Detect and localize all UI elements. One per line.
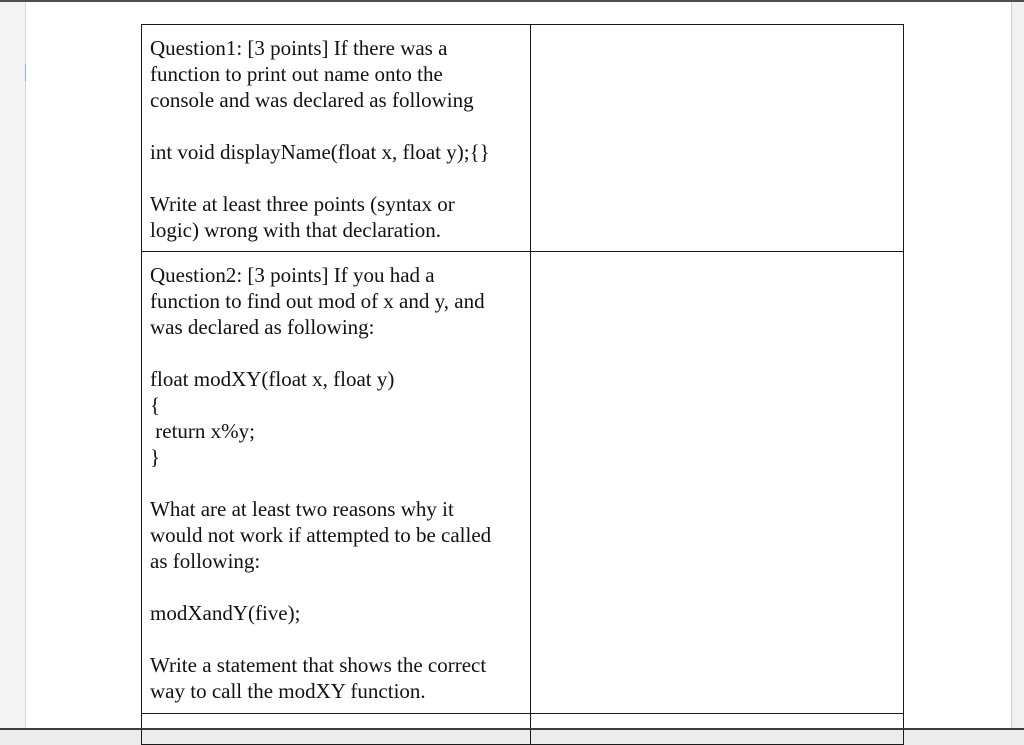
question-2-reasons-line: What are at least two reasons why it bbox=[150, 497, 454, 521]
question-2-prompt-line: was declared as following: bbox=[150, 315, 375, 339]
question-2-call-example: modXandY(five); bbox=[150, 601, 301, 625]
question-1-prompt-line: function to print out name onto the bbox=[150, 62, 443, 86]
answer-1-cell[interactable] bbox=[531, 25, 904, 252]
question-2-prompt-line: Question2: [3 points] If you had a bbox=[150, 263, 435, 287]
question-1-task-line: Write at least three points (syntax or bbox=[150, 192, 455, 216]
question-2-task-line: way to call the modXY function. bbox=[150, 679, 426, 703]
answer-2-cell[interactable] bbox=[531, 252, 904, 714]
table-row bbox=[142, 252, 904, 714]
question-2-code-line: float modXY(float x, float y) bbox=[150, 367, 395, 391]
left-gutter bbox=[0, 2, 26, 730]
question-2-task-line: Write a statement that shows the correct bbox=[150, 653, 487, 677]
question-2-code-line: return x%y; bbox=[150, 419, 255, 443]
question-2-prompt-line: function to find out mod of x and y, and bbox=[150, 289, 485, 313]
question-1-prompt-line: console and was declared as following bbox=[150, 88, 474, 112]
question-table bbox=[141, 24, 904, 745]
question-2-reasons-line: would not work if attempted to be called bbox=[150, 523, 492, 547]
question-2-cell bbox=[142, 252, 531, 714]
question-1-cell bbox=[142, 25, 531, 252]
question-1-task-line: logic) wrong with that declaration. bbox=[150, 218, 441, 242]
question-1-code: int void displayName(float x, float y);{} bbox=[150, 140, 490, 164]
question-1-prompt-line: Question1: [3 points] If there was a bbox=[150, 36, 448, 60]
paragraph-gap bbox=[150, 113, 522, 139]
question-2-reasons-line: as following: bbox=[150, 549, 261, 573]
question-2-code-line: { bbox=[150, 393, 161, 417]
paragraph-gap bbox=[150, 574, 522, 600]
paragraph-gap bbox=[150, 165, 522, 191]
table-row bbox=[142, 25, 904, 252]
question-2-code-line: } bbox=[150, 445, 161, 469]
paragraph-gap bbox=[150, 340, 522, 366]
paragraph-gap bbox=[150, 470, 522, 496]
paragraph-gap bbox=[150, 626, 522, 652]
right-margin-bar bbox=[1011, 2, 1024, 730]
